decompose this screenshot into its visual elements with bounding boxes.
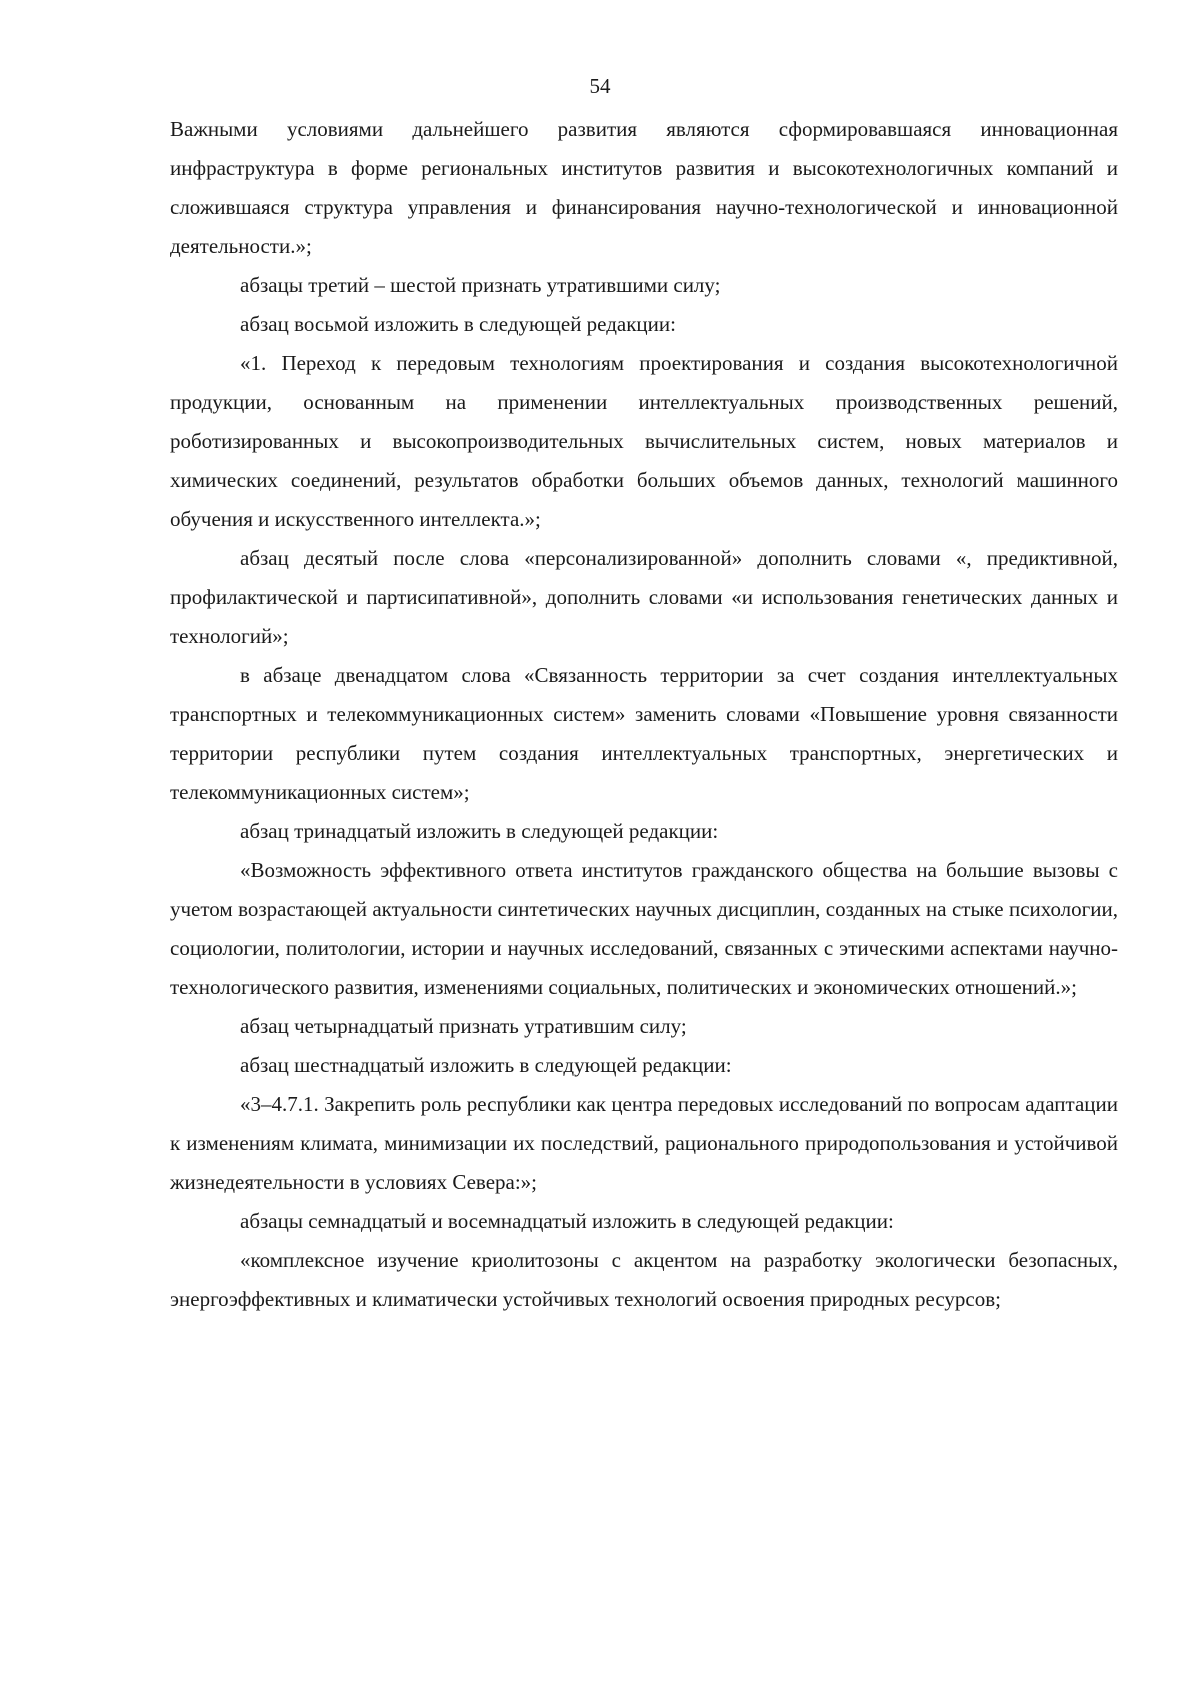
paragraph: абзацы семнадцатый и восемнадцатый изложить в следующей редакции:: [240, 1209, 894, 1233]
document-body: [170, 110, 1118, 1319]
paragraph: абзац четырнадцатый признать утратившим силу;: [240, 1014, 687, 1038]
paragraph: «Возможность эффективного ответа институтов гражданского общества на большие вызовы с учетом возрастающей актуальности синтетических научных дисциплин, созданных на стыке психологии, социологии, политологии, истории и научных исследований, связанных с этическими аспектами научно-технологического развития, изменениями социальных, политических и экономических отношений.»;: [170, 858, 1118, 999]
paragraph: «3–4.7.1. Закрепить роль республики как центра передовых исследований по вопросам адаптации к изменениям климата, минимизации их последствий, рационального природопользования и устойчивой жизнедеятельности в условиях Севера:»;: [170, 1092, 1118, 1194]
paragraph: «комплексное изучение криолитозоны с акцентом на разработку экологически безопасных, энергоэффективных и климатически устойчивых технологий освоения природных ресурсов;: [170, 1248, 1118, 1311]
paragraph: абзац тринадцатый изложить в следующей редакции:: [240, 819, 719, 843]
paragraph: «1. Переход к передовым технологиям проектирования и создания высокотехнологичной продукции, основанным на применении интеллектуальных производственных решений, роботизированных и высокопроизводительных вычислительных систем, новых материалов и химических соединений, результатов обработки больших объемов данных, технологий машинного обучения и искусственного интеллекта.»;: [170, 351, 1118, 531]
paragraph: абзац восьмой изложить в следующей редакции:: [240, 312, 676, 336]
paragraph: абзац шестнадцатый изложить в следующей редакции:: [240, 1053, 732, 1077]
paragraph: в абзаце двенадцатом слова «Связанность территории за счет создания интеллектуальных транспортных и телекоммуникационных систем» заменить словами «Повышение уровня связанности территории республики путем создания интеллектуальных транспортных, энергетических и телекоммуникационных систем»;: [170, 663, 1118, 804]
paragraph: Важными условиями дальнейшего развития являются сформировавшаяся инновационная инфраструктура в форме региональных институтов развития и высокотехнологичных компаний и сложившаяся структура управления и финансирования научно-технологической и инновационной деятельности.»;: [170, 117, 1118, 258]
page-number: 54: [589, 74, 611, 98]
paragraph: абзацы третий – шестой признать утратившими силу;: [240, 273, 721, 297]
paragraph: абзац десятый после слова «персонализированной» дополнить словами «, предиктивной, профилактической и партисипативной», дополнить словами «и использования генетических данных и технологий»;: [170, 546, 1118, 648]
